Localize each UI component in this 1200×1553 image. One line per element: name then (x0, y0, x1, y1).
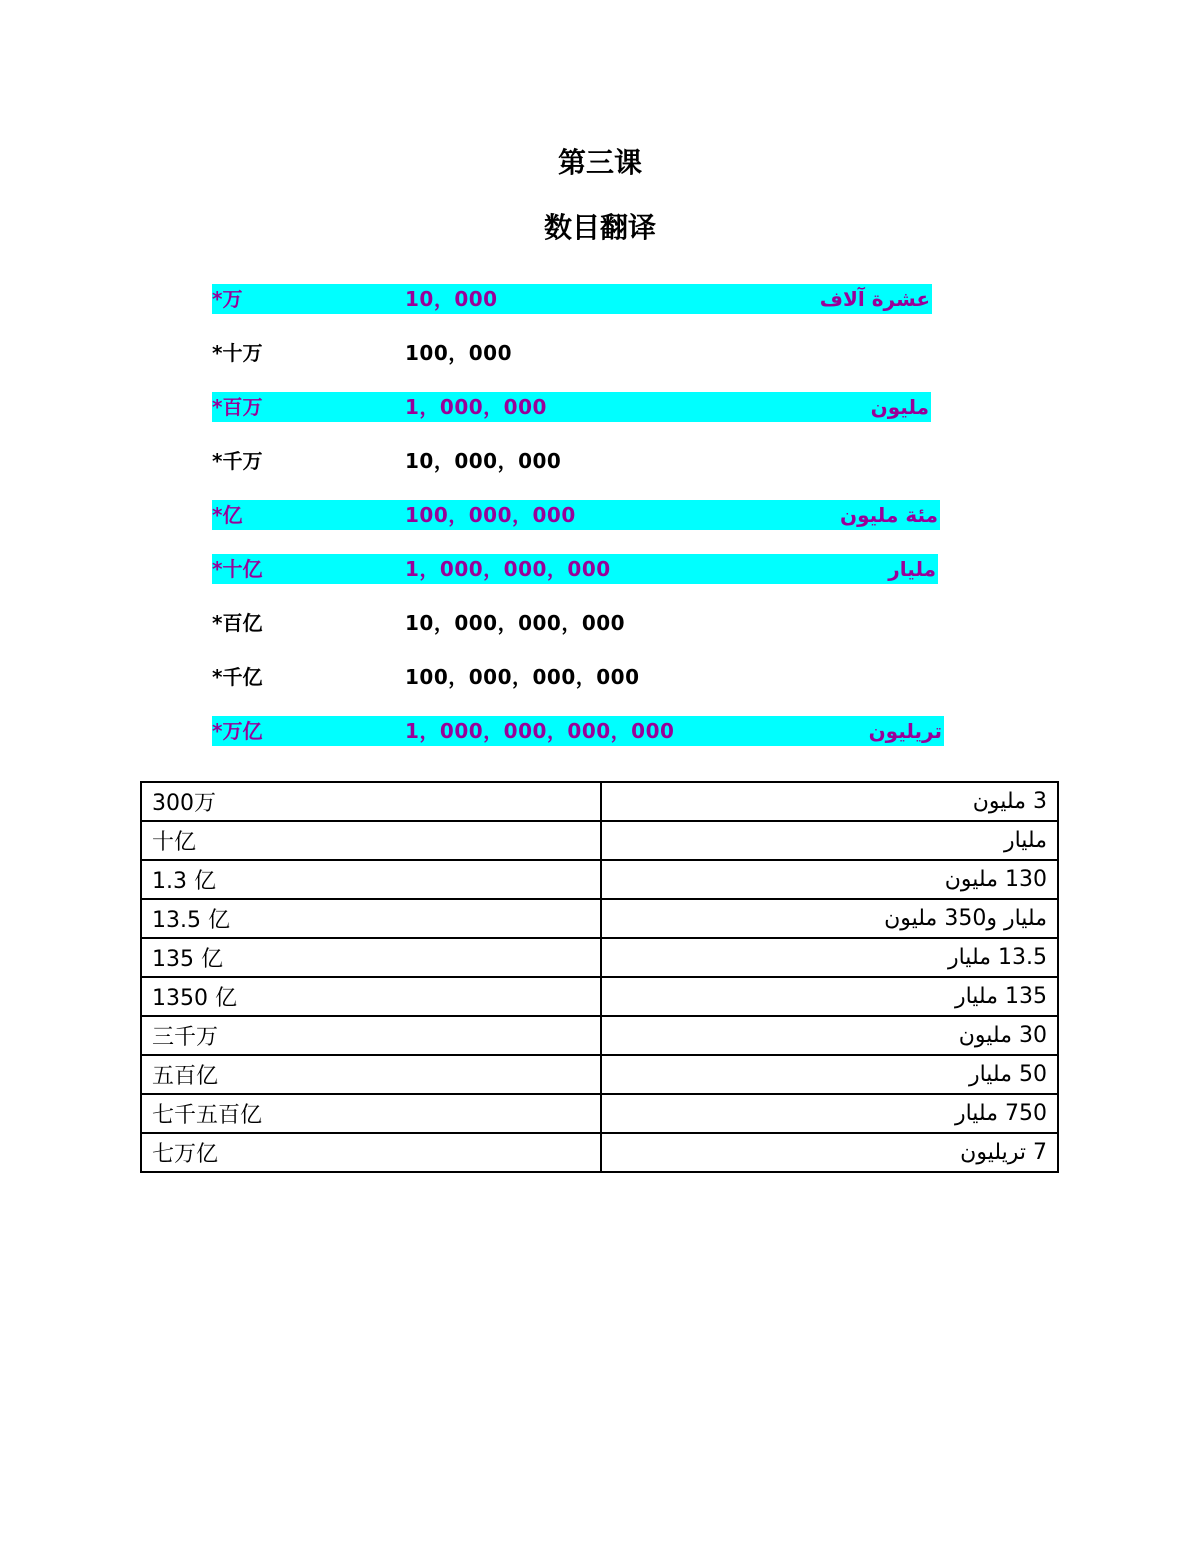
table-cell-arabic: 30 مليون (601, 1016, 1058, 1055)
number-row-chinese: *百万 (212, 395, 263, 419)
number-row-digits: 10，000，000，000 (405, 611, 626, 635)
table-cell-chinese: 1.3 亿 (141, 860, 601, 899)
table-row (141, 821, 1058, 860)
table-cell-arabic: مليار (601, 821, 1058, 860)
table-row (141, 1016, 1058, 1055)
table-row (141, 977, 1058, 1016)
table-cell-chinese: 七千五百亿 (141, 1094, 601, 1133)
number-row-shiyi (212, 554, 938, 584)
number-row-arabic: تريليون (868, 719, 942, 743)
table-cell-arabic: 135 مليار (601, 977, 1058, 1016)
table-cell-chinese: 300万 (141, 782, 601, 821)
number-row-chinese: *万 (212, 287, 243, 311)
number-row-wanyi (212, 716, 944, 746)
number-row-arabic: مليار (888, 557, 936, 581)
number-row-digits: 1，000，000 (405, 395, 547, 419)
table-row (141, 1055, 1058, 1094)
table-cell-arabic: 130 مليون (601, 860, 1058, 899)
table-cell-arabic: 50 مليار (601, 1055, 1058, 1094)
number-row-digits: 10，000，000 (405, 449, 562, 473)
table-row (141, 899, 1058, 938)
number-row-digits: 1，000，000，000，000 (405, 719, 675, 743)
table-row (141, 782, 1058, 821)
number-row-chinese: *十万 (212, 341, 263, 365)
table-row (141, 1094, 1058, 1133)
number-row-chinese: *千亿 (212, 665, 263, 689)
number-row-arabic: عشرة آلاف (819, 287, 930, 311)
table-cell-chinese: 七万亿 (141, 1133, 601, 1172)
number-row-chinese: *百亿 (212, 611, 263, 635)
table-cell-chinese: 三千万 (141, 1016, 601, 1055)
table-row (141, 938, 1058, 977)
table-cell-arabic: 3 مليون (601, 782, 1058, 821)
table-cell-arabic: مليار و350 مليون (601, 899, 1058, 938)
table-cell-chinese: 十亿 (141, 821, 601, 860)
number-row-wan (212, 284, 932, 314)
page-title: 第三课 (557, 146, 642, 179)
number-row-arabic: مئة مليون (840, 503, 938, 527)
number-row-digits: 100，000，000 (405, 503, 576, 527)
table-cell-arabic: 13.5 مليار (601, 938, 1058, 977)
number-row-qianyi (212, 662, 932, 692)
number-row-chinese: *万亿 (212, 719, 263, 743)
number-row-baiwan (212, 392, 931, 422)
table-cell-chinese: 13.5 亿 (141, 899, 601, 938)
table-cell-arabic: 7 تريليون (601, 1133, 1058, 1172)
table-cell-chinese: 五百亿 (141, 1055, 601, 1094)
number-row-digits: 10，000 (405, 287, 498, 311)
page-subtitle: 数目翻译 (543, 211, 656, 244)
number-row-digits: 100，000 (405, 341, 512, 365)
number-row-qianwan (212, 446, 932, 476)
number-row-digits: 100，000，000，000 (405, 665, 640, 689)
table-cell-chinese: 135 亿 (141, 938, 601, 977)
table-row (141, 1133, 1058, 1172)
table-row (141, 860, 1058, 899)
practice-table (140, 781, 1059, 1173)
number-row-arabic: مليون (870, 395, 929, 419)
number-row-shiwan (212, 338, 932, 368)
number-row-digits: 1，000，000，000 (405, 557, 611, 581)
number-row-chinese: *亿 (212, 503, 243, 527)
table-cell-chinese: 1350 亿 (141, 977, 601, 1016)
number-row-yi (212, 500, 940, 530)
table-cell-arabic: 750 مليار (601, 1094, 1058, 1133)
number-row-chinese: *十亿 (212, 557, 263, 581)
number-row-baiyi (212, 608, 932, 638)
number-row-chinese: *千万 (212, 449, 263, 473)
